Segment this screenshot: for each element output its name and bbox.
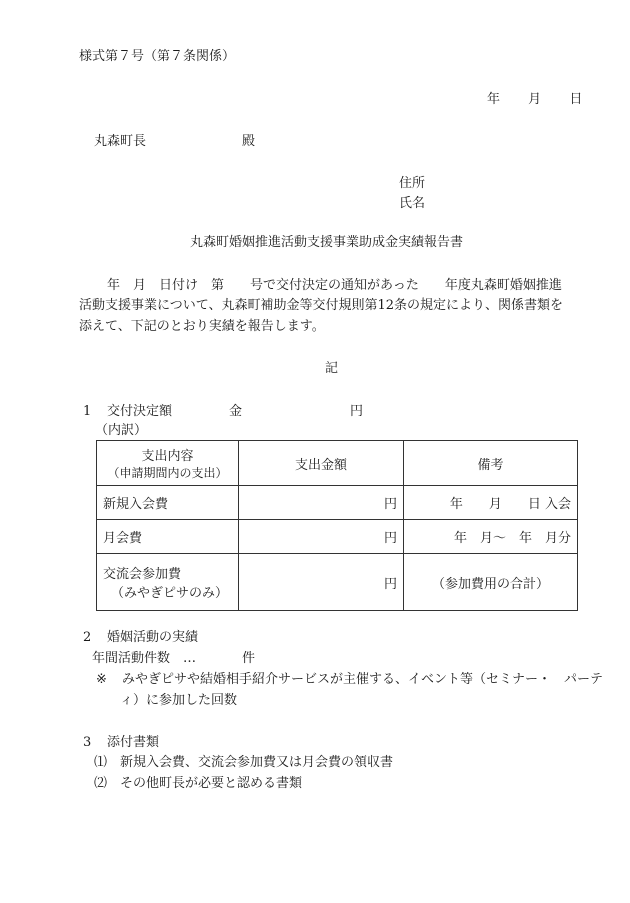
attachment-item-2: その他町長が必要と認める書類	[120, 776, 303, 791]
attachment-marker-2: ⑵	[94, 776, 108, 791]
row-item: 交流会参加費	[103, 567, 182, 582]
body-line-3: 添えて、下記のとおり実績を報告します。	[79, 319, 325, 334]
row-amount-unit: 円	[239, 554, 404, 611]
body-line-2: 活動支援事業について、丸森町補助金等交付規則第12条の規定により、関係書類を	[79, 298, 564, 313]
activity-count-unit: 件	[242, 651, 256, 666]
section1-kin: 金	[229, 404, 243, 419]
row-item-note: （みやぎピサのみ）	[111, 586, 229, 601]
address-label: 住所	[399, 176, 426, 191]
row-item: 月会費	[97, 520, 239, 554]
section2-label: 婚姻活動の実績	[107, 630, 199, 645]
row-amount-unit: 円	[239, 520, 404, 554]
section3-label: 添付書類	[107, 735, 160, 750]
row-remark: （参加費用の合計）	[404, 554, 578, 611]
header-amount: 支出金額	[239, 441, 404, 486]
addressee-name: 丸森町長	[94, 134, 147, 149]
document-title: 丸森町婚姻推進活動支援事業助成金実績報告書	[190, 235, 464, 250]
table-header-row	[97, 441, 578, 486]
header-item-line2: （申請期間内の支出）	[107, 466, 228, 480]
header-remarks: 備考	[404, 441, 578, 486]
note-line-1: みやぎピサや結婚相手紹介サービスが主催する、イベント等（セミナー・ パーテ	[122, 672, 604, 687]
header-item	[97, 441, 239, 486]
table-row	[97, 520, 578, 554]
row-item-cell	[97, 554, 239, 611]
row-remark: 年 月 日 入会	[404, 486, 578, 520]
row-remark: 年 月～ 年 月分	[404, 520, 578, 554]
section3-number: 3	[83, 735, 92, 750]
ki-marker: 記	[325, 361, 339, 376]
header-item-line1: 支出内容	[141, 449, 194, 464]
row-amount-unit: 円	[239, 486, 404, 520]
addressee-honorific: 殿	[242, 134, 256, 149]
name-label: 氏名	[399, 196, 426, 211]
attachment-marker-1: ⑴	[94, 755, 108, 770]
table-row	[97, 554, 578, 611]
section1-yen: 円	[350, 404, 364, 419]
expense-table	[96, 440, 578, 611]
activity-count-label: 年間活動件数 …	[92, 651, 197, 666]
breakdown-label: （内訳）	[95, 423, 148, 438]
date-day: 日	[569, 92, 583, 107]
section2-number: 2	[83, 630, 92, 645]
table-row	[97, 486, 578, 520]
note-mark: ※	[96, 672, 107, 687]
form-number: 様式第７号（第７条関係）	[79, 49, 236, 64]
note-line-2: ィ）に参加した回数	[120, 693, 238, 708]
date-month: 月	[528, 92, 542, 107]
attachment-item-1: 新規入会費、交流会参加費又は月会費の領収書	[120, 755, 394, 770]
section1-label: 交付決定額	[107, 404, 173, 419]
date-line	[487, 92, 582, 108]
date-year: 年	[487, 92, 501, 107]
section1-number: 1	[83, 404, 92, 419]
body-line-1: 年 月 日付け 第 号で交付決定の通知があった 年度丸森町婚姻推進	[107, 278, 562, 293]
row-item: 新規入会費	[97, 486, 239, 520]
